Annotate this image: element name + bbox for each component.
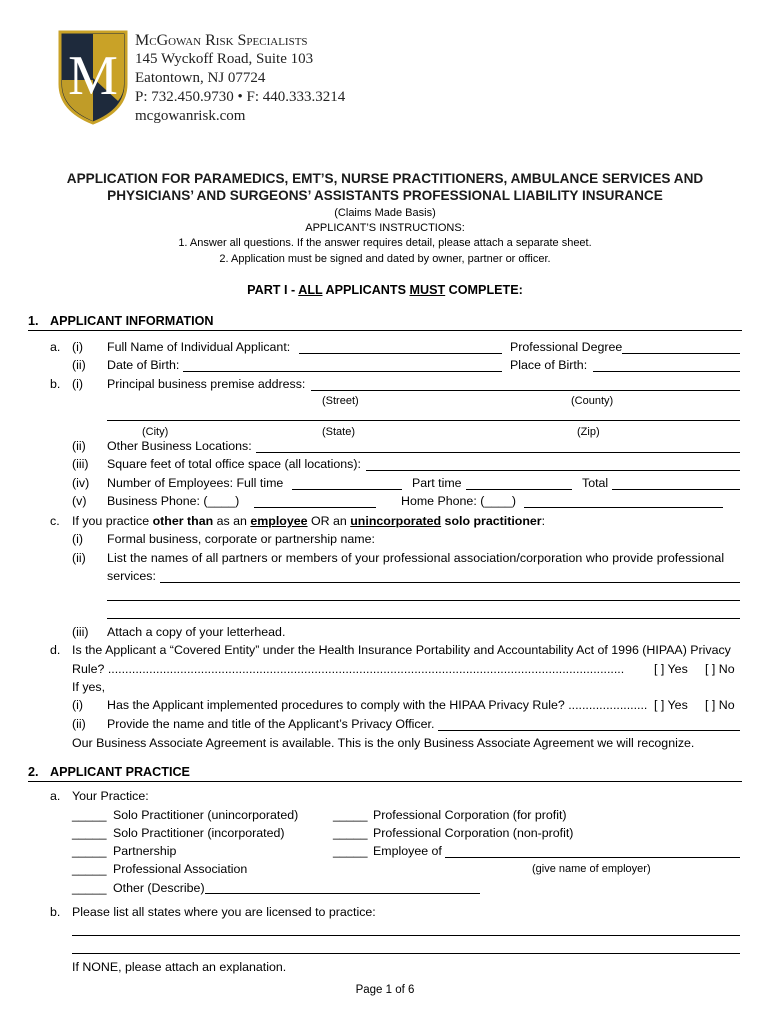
partnership-blank[interactable]: _____ <box>72 844 107 858</box>
item-b-v: (v) <box>72 494 87 508</box>
states-label: Please list all states where you are licensed to practice: <box>72 905 376 919</box>
section1-number: 1. <box>28 314 39 328</box>
total-field[interactable] <box>612 489 740 490</box>
hipaa-yes-checkbox[interactable]: [ ] Yes <box>654 662 688 676</box>
solo-uninc-label: Solo Practitioner (unincorporated) <box>113 808 299 822</box>
formal-name-label: Formal business, corporate or partnership name: <box>107 532 375 546</box>
item-a-ii: (ii) <box>72 358 86 372</box>
privacy-officer-label: Provide the name and title of the Applicant’s Privacy Officer. <box>107 717 435 731</box>
item-c-i: (i) <box>72 532 84 546</box>
states-field-1[interactable] <box>72 935 740 936</box>
full-name-label: Full Name of Individual Applicant: <box>107 340 291 354</box>
your-practice-label: Your Practice: <box>72 789 149 803</box>
procedures-no-checkbox[interactable]: [ ] No <box>705 698 735 712</box>
place-of-birth-field[interactable] <box>593 371 740 372</box>
place-of-birth-label: Place of Birth: <box>510 358 588 372</box>
item-c-label: c. <box>50 514 60 528</box>
item-d-ii: (ii) <box>72 717 86 731</box>
item-c-ii: (ii) <box>72 551 86 565</box>
company-logo <box>56 28 130 126</box>
premise-street-field[interactable] <box>311 390 740 391</box>
states-field-2[interactable] <box>72 953 740 954</box>
hipaa-procedures-label: Has the Applicant implemented procedures to comply with the HIPAA Privacy Rule? ....................... <box>107 698 648 712</box>
employee-of-blank[interactable]: _____ <box>333 844 368 858</box>
item-a-i: (i) <box>72 340 84 354</box>
partnership-label: Partnership <box>113 844 177 858</box>
item-d-i: (i) <box>72 698 84 712</box>
business-phone-label: Business Phone: (____) <box>107 494 240 508</box>
street-caption: (Street) <box>322 395 359 407</box>
logo-letter: M <box>68 45 118 107</box>
instructions-heading: APPLICANT’S INSTRUCTIONS: <box>305 222 465 234</box>
item-b-label: b. <box>50 377 61 391</box>
full-name-field[interactable] <box>299 353 502 354</box>
services-field-3[interactable] <box>107 618 740 619</box>
practice-b-label: b. <box>50 905 61 919</box>
employer-caption: (give name of employer) <box>532 863 651 875</box>
part1-heading: PART I - ALL APPLICANTS MUST COMPLETE: <box>247 283 523 297</box>
part-time-label: Part time <box>412 476 462 490</box>
square-feet-field[interactable] <box>366 470 740 471</box>
page-number: Page 1 of 6 <box>355 984 415 996</box>
city-caption: (City) <box>142 426 169 438</box>
other-describe-field[interactable] <box>205 893 480 894</box>
pc-nonprofit-label: Professional Corporation (non-profit) <box>373 826 574 840</box>
hipaa-question-line2: Rule? ...................................................................................................................................................... <box>72 662 625 676</box>
company-address-line2: Eatontown, NJ 07724 <box>135 70 266 86</box>
item-b-iv: (iv) <box>72 476 90 490</box>
date-of-birth-field[interactable] <box>183 371 502 372</box>
hipaa-question-line1: Is the Applicant a “Covered Entity” under the Health Insurance Portability and Accountability Act of 1996 (HIPAA) Privacy <box>72 643 731 657</box>
hipaa-no-checkbox[interactable]: [ ] No <box>705 662 735 676</box>
pc-profit-label: Professional Corporation (for profit) <box>373 808 567 822</box>
if-none-note: If NONE, please attach an explanation. <box>72 960 287 974</box>
employee-of-label: Employee of <box>373 844 442 858</box>
other-blank[interactable]: _____ <box>72 881 107 895</box>
other-locations-label: Other Business Locations: <box>107 439 252 453</box>
part-time-field[interactable] <box>466 489 572 490</box>
item-b-ii: (ii) <box>72 439 86 453</box>
prof-assoc-blank[interactable]: _____ <box>72 862 107 876</box>
title-line1: APPLICATION FOR PARAMEDICS, EMT’S, NURSE PRACTITIONERS, AMBULANCE SERVICES AND <box>66 171 704 186</box>
county-caption: (County) <box>571 395 614 407</box>
section2-rule <box>28 781 742 782</box>
item-c-text: If you practice other than as an employee OR an unincorporated solo practitioner: <box>72 514 546 528</box>
employer-name-field[interactable] <box>445 857 740 858</box>
solo-uninc-blank[interactable]: _____ <box>72 808 107 822</box>
company-phone: P: 732.450.9730 • F: 440.333.3214 <box>135 89 346 105</box>
home-phone-field[interactable] <box>524 507 723 508</box>
total-label: Total <box>582 476 609 490</box>
item-a-label: a. <box>50 340 61 354</box>
instruction-2: 2. Application must be signed and dated by owner, partner or officer. <box>219 253 551 265</box>
professional-degree-label: Professional Degree <box>510 340 623 354</box>
other-locations-field[interactable] <box>256 452 740 453</box>
item-c-iii: (iii) <box>72 625 89 639</box>
state-caption: (State) <box>322 426 356 438</box>
square-feet-label: Square feet of total office space (all locations): <box>107 457 361 471</box>
item-b-i: (i) <box>72 377 84 391</box>
pc-profit-blank[interactable]: _____ <box>333 808 368 822</box>
instruction-1: 1. Answer all questions. If the answer requires detail, please attach a separate sheet. <box>178 237 592 249</box>
zip-caption: (Zip) <box>577 426 600 438</box>
professional-degree-field[interactable] <box>622 353 740 354</box>
solo-inc-label: Solo Practitioner (incorporated) <box>113 826 285 840</box>
prof-assoc-label: Professional Association <box>113 862 248 876</box>
company-address-line1: 145 Wyckoff Road, Suite 103 <box>135 51 314 67</box>
list-partners-label: List the names of all partners or members of your professional association/corporation who provide professional <box>107 551 725 565</box>
services-field-1[interactable] <box>160 582 740 583</box>
section2-heading: APPLICANT PRACTICE <box>50 765 190 779</box>
claims-basis: (Claims Made Basis) <box>334 207 436 219</box>
practice-a-label: a. <box>50 789 61 803</box>
if-yes-label: If yes, <box>72 680 106 694</box>
item-d-label: d. <box>50 643 61 657</box>
title-line2: PHYSICIANS’ AND SURGEONS’ ASSISTANTS PROFESSIONAL LIABILITY INSURANCE <box>107 188 663 203</box>
premise-city-field[interactable] <box>107 420 740 421</box>
business-phone-field[interactable] <box>254 507 376 508</box>
pc-nonprofit-blank[interactable]: _____ <box>333 826 368 840</box>
services-label: services: <box>107 569 156 583</box>
other-label: Other (Describe) <box>113 881 205 895</box>
employees-full-time-field[interactable] <box>292 489 402 490</box>
item-b-iii: (iii) <box>72 457 89 471</box>
privacy-officer-field[interactable] <box>438 730 740 731</box>
solo-inc-blank[interactable]: _____ <box>72 826 107 840</box>
section1-heading: APPLICANT INFORMATION <box>50 314 214 328</box>
home-phone-label: Home Phone: (____) <box>401 494 517 508</box>
procedures-yes-checkbox[interactable]: [ ] Yes <box>654 698 688 712</box>
baa-note: Our Business Associate Agreement is available. This is the only Business Associate Agreement we will recognize. <box>72 736 695 750</box>
employees-full-time-label: Number of Employees: Full time <box>107 476 284 490</box>
date-of-birth-label: Date of Birth: <box>107 358 180 372</box>
section2-number: 2. <box>28 765 39 779</box>
section1-rule <box>28 330 742 331</box>
company-name: McGowan Risk Specialists <box>135 32 308 49</box>
services-field-2[interactable] <box>107 600 740 601</box>
premise-address-label: Principal business premise address: <box>107 377 306 391</box>
attach-letterhead-label: Attach a copy of your letterhead. <box>107 625 286 639</box>
company-website: mcgowanrisk.com <box>135 108 246 124</box>
